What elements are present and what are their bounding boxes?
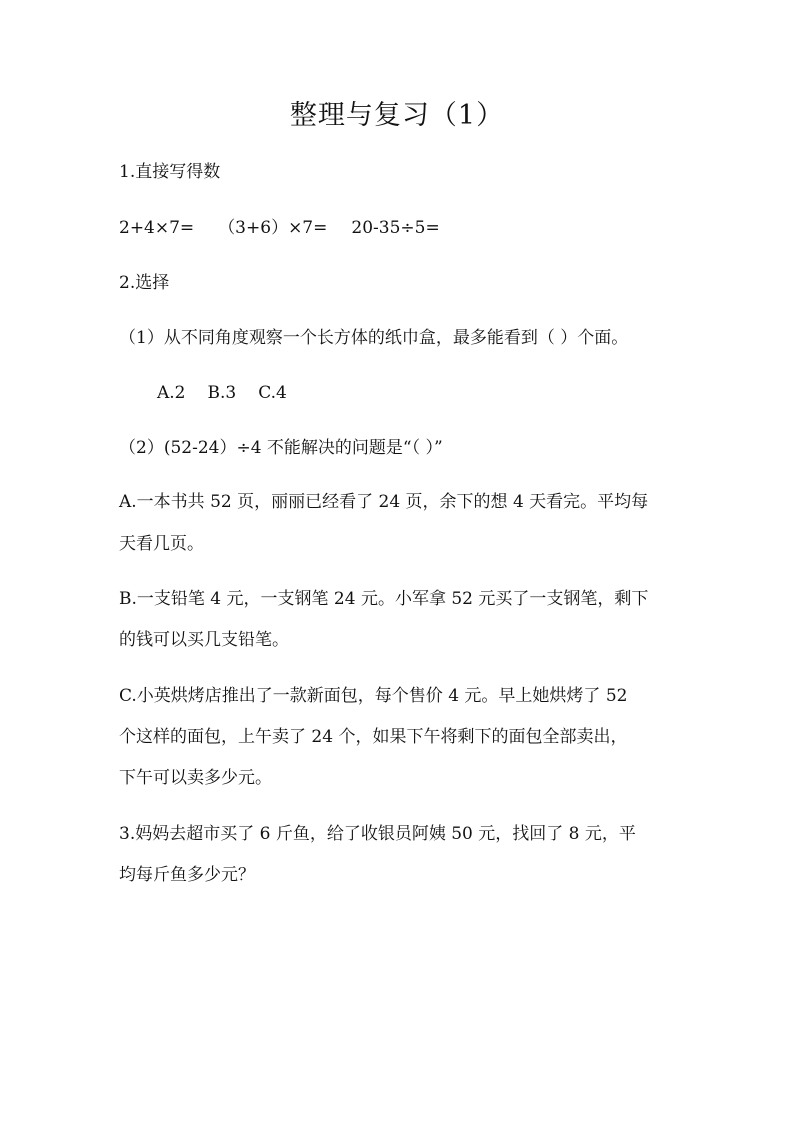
- q1-expression-3: 20-35÷5=: [351, 218, 440, 238]
- q3-line-2: 均每斤鱼多少元？: [119, 865, 255, 885]
- page-title: 整理与复习（1）: [289, 100, 505, 131]
- q1-expression-1: 2+4×7=: [119, 218, 195, 238]
- q1-expressions: [119, 215, 440, 241]
- q1-heading: 1.直接写得数: [119, 162, 221, 182]
- q2-sub1-options: [157, 380, 309, 406]
- q2-sub1-question: （1）从不同角度观察一个长方体的纸巾盒，最多能看到（ ）个面。: [119, 328, 629, 348]
- q2-sub2-option-b-line-1: B.一支铅笔 4 元，一支钢笔 24 元。小军拿 52 元买了一支钢笔，剩下: [119, 589, 649, 609]
- q2-sub1-option-c: C.4: [258, 383, 287, 403]
- q2-heading: 2.选择: [119, 273, 170, 293]
- q2-sub2-option-c-line-2: 个这样的面包，上午卖了 24 个，如果下午将剩下的面包全部卖出，: [119, 727, 628, 747]
- q2-sub2-option-c-line-3: 下午可以卖多少元。: [119, 768, 272, 788]
- q2-sub2-option-a-line-1: A.一本书共 52 页，丽丽已经看了 24 页，余下的想 4 天看完。平均每: [119, 492, 649, 512]
- q1-expression-2: （3+6）×7=: [218, 218, 328, 238]
- q2-sub2-question: （2）(52-24）÷4 不能解决的问题是“（ ）”: [119, 438, 443, 458]
- q2-sub2-option-b-line-2: 的钱可以买几支铅笔。: [119, 630, 289, 650]
- q2-sub2-option-c-line-1: C.小英烘烤店推出了一款新面包，每个售价 4 元。早上她烘烤了 52: [119, 686, 628, 706]
- q2-sub2-option-a-line-2: 天看几页。: [119, 534, 204, 554]
- q3-line-1: 3.妈妈去超市买了 6 斤鱼，给了收银员阿姨 50 元，找回了 8 元，平: [119, 824, 636, 844]
- q2-sub1-option-b: B.3: [207, 383, 237, 403]
- q2-sub1-option-a: A.2: [157, 383, 186, 403]
